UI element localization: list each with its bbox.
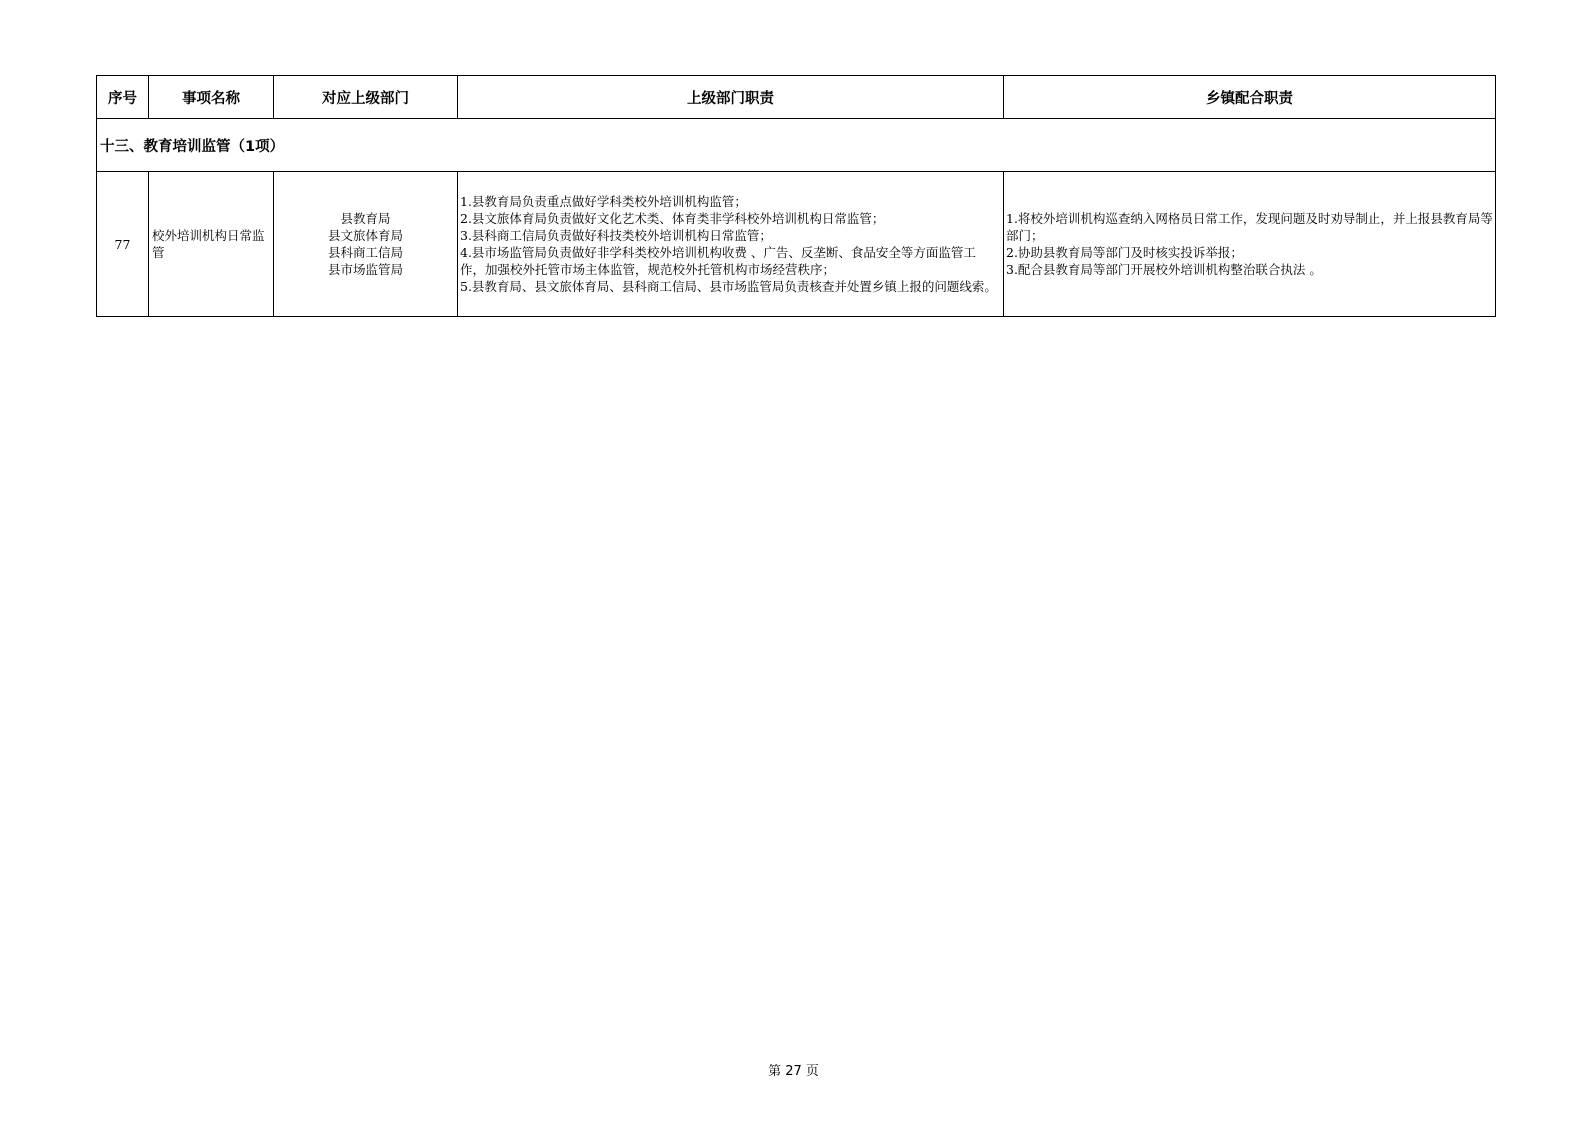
header-town-duties: 乡镇配合职责	[1004, 76, 1496, 119]
duty-line: 4.县市场监管局负责做好非学科类校外培训机构收费 、广告、反垄断、食品安全等方面监管工作，加强校外托管市场主体监管，规范校外托管机构市场经营秩序；	[460, 245, 976, 277]
duty-line: 1.县教育局负责重点做好学科类校外培训机构监管；	[460, 194, 747, 209]
row-number: 77	[97, 172, 149, 317]
row-town-duties	[1004, 172, 1496, 317]
header-number: 序号	[97, 76, 149, 119]
department-line: 县市场监管局	[327, 262, 403, 277]
department-line: 县科商工信局	[327, 245, 403, 260]
department-line: 县教育局	[340, 211, 391, 226]
duty-line: 3.县科商工信局负责做好科技类校外培训机构日常监管；	[460, 228, 772, 243]
header-item-name: 事项名称	[149, 76, 274, 119]
section-row	[97, 119, 1496, 172]
duty-line: 2.县文旅体育局负责做好文化艺术类、体育类非学科校外培训机构日常监管；	[460, 211, 885, 226]
header-upper-duties: 上级部门职责	[458, 76, 1004, 119]
page-number: 第 27 页	[768, 1064, 819, 1079]
table-row	[97, 172, 1496, 317]
town-duty-line: 1.将校外培训机构巡查纳入网格员日常工作，发现问题及时劝导制止，并上报县教育局等部门；	[1006, 211, 1493, 243]
table-header-row	[97, 76, 1496, 119]
header-upper-department: 对应上级部门	[274, 76, 458, 119]
row-departments	[274, 172, 458, 317]
row-item-name: 校外培训机构日常监管	[149, 172, 274, 317]
section-title: 十三、教育培训监管（1项）	[97, 119, 1496, 172]
duty-line: 5.县教育局、县文旅体育局、县科商工信局、县市场监管局负责核查并处置乡镇上报的问题线索。	[460, 279, 997, 294]
town-duty-line: 2.协助县教育局等部门及时核实投诉举报；	[1006, 245, 1243, 260]
responsibility-table	[96, 75, 1496, 317]
department-line: 县文旅体育局	[327, 228, 403, 243]
row-upper-duties	[458, 172, 1004, 317]
town-duty-line: 3.配合县教育局等部门开展校外培训机构整治联合执法 。	[1006, 262, 1322, 277]
